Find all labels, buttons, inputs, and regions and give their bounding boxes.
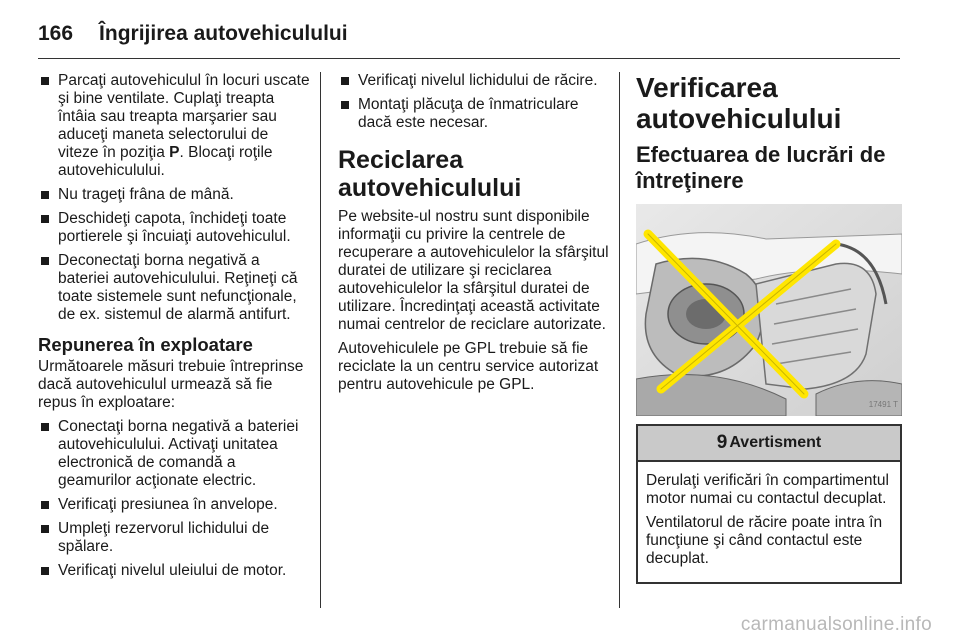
section-heading-recycling: Reciclarea autovehiculului [338,146,522,202]
engine-bay-image [636,204,902,416]
list-item: Verificaţi nivelul uleiului de motor. [38,562,310,580]
section-heading-recommissioning: Repunerea în exploatare [38,334,253,355]
figure-code: 17491 T [868,400,898,409]
page-number: 166 [38,22,74,45]
list-item: Conectaţi borna negativă a bateriei autovehiculului. Activaţi unitatea electronică de comandă a geamurilor acţionate electric. [38,418,310,490]
warning-paragraph-1: Derulaţi verificări în compartimentul motor numai cu contactul decuplat. [646,472,889,507]
warning-box [636,424,902,584]
list-item: Umpleţi rezervorul lichidului de spălare. [38,520,310,556]
engine-bay-illustration [636,204,902,416]
column-divider-2 [619,72,620,608]
recommissioning-steps-continued [338,72,610,132]
list-item: Nu trageţi frâna de mână. [38,186,310,204]
warning-body [638,462,900,582]
warning-paragraph-2: Ventilatorul de răcire poate intra în funcţiune şi când contactul este decuplat. [646,514,883,567]
chapter-section-heading: Verificarea autovehiculului [636,72,842,134]
section-intro: Următoarele măsuri trebuie întreprinse dacă autovehiculul urmează să fie repus în exploatare: [38,358,304,411]
column-divider-1 [320,72,321,608]
column-2 [338,72,610,400]
list-item: Montaţi plăcuţa de înmatriculare dacă este necesar. [338,96,610,132]
recycling-paragraph-1: Pe website-ul nostru sunt disponibile informaţii cu privire la centrele de recuperare a autovehiculelor la sfârşitul duratei de utilizare şi reciclarea autovehiculelor la sfârşitul duratei de utilizare. Încredinţaţi această activitate numai centrelor de reciclare autorizate. [338,208,609,333]
column-1 [38,72,310,586]
header-divider [38,58,900,59]
recommissioning-steps-list [38,418,310,580]
list-item: Deschideţi capota, închideţi toate portierele şi încuiaţi autovehiculul. [38,210,310,246]
warning-header [638,426,900,462]
storage-steps-list [38,72,310,324]
subsection-heading-maintenance: Efectuarea de lucrări de întreţinere [636,142,886,193]
column-3 [636,72,902,584]
warning-icon: 9 [716,432,728,453]
recycling-paragraph-2: Autovehiculele pe GPL trebuie să fie reciclate la un centru service autorizat pentru autovehicule pe GPL. [338,340,599,393]
list-item: Verificaţi presiunea în anvelope. [38,496,310,514]
watermark: carmanualsonline.info [740,614,932,635]
chapter-title: Îngrijirea autovehiculului [99,22,348,45]
page-header [38,18,348,50]
list-item: Deconectaţi borna negativă a bateriei autovehiculului. Reţineţi că toate sistemele sunt nefuncţionale, de ex. sistemul de alarmă antifurt. [38,252,310,324]
warning-title: Avertisment [729,434,822,451]
list-item: Parcaţi autovehiculul în locuri uscate şi bine ventilate. Cuplaţi treapta întâia sau treapta marşarier sau aduceţi maneta selectorului de viteze în poziţia P. Blocaţi roţile autovehiculului. [38,72,310,180]
list-item: Verificaţi nivelul lichidului de răcire. [338,72,610,90]
gear-position-p: P [169,144,180,161]
